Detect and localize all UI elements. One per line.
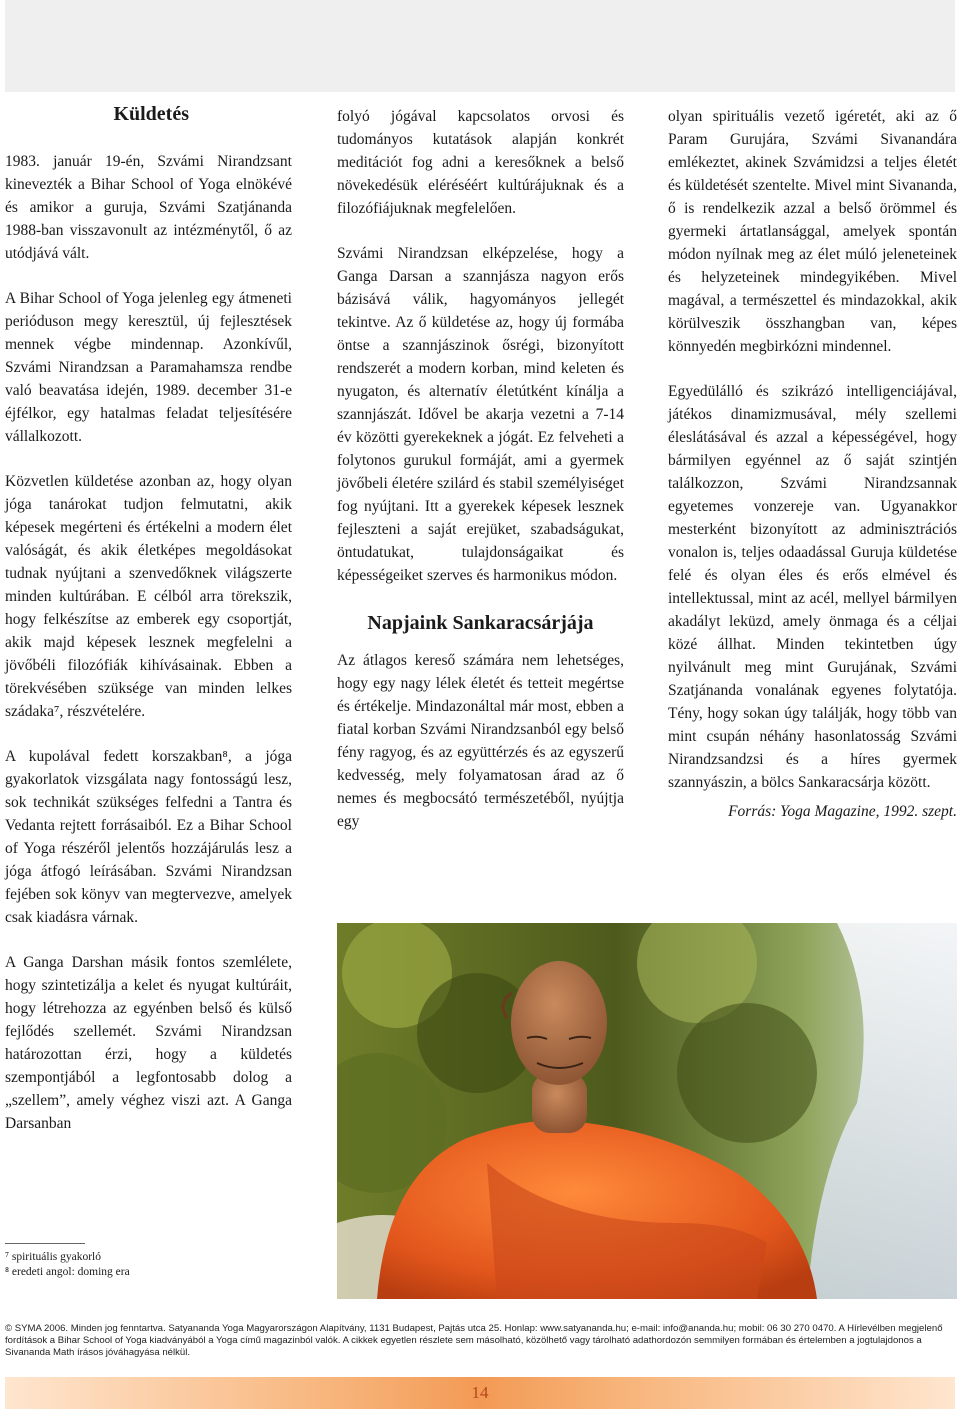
paragraph: Közvetlen küldetése azonban az, hogy olyan jóga tanárokat tudjon felmutatni, akik képesek megérteni és értékelni a modern élet valóságát, és akik életképes megoldásokat tudnak nyújtani a szenvedőknek világszerte minden kultúrában. E célból arra törekszik, hogy felkészítse az emberek egy csoportját, akik majd képesek lesznek megfelelni a jövőbéli filozófiák kihívásainak. Ebben a törekvésében szüksége van minden lelkes szádaka⁷, részvételére. — [5, 473, 292, 720]
footnotes — [5, 1243, 325, 1280]
column-right — [668, 105, 957, 845]
paragraph: 1983. január 19-én, Szvámi Nirandzsant kinevezték a Bihar School of Yoga elnökévé és amikor a guruja, Szvámi Szatjánanda 1988-ban visszavonult az intézménytől, ő az utódjává vált. — [5, 153, 292, 262]
header-band — [5, 0, 955, 92]
footer-band — [5, 1377, 955, 1409]
paragraph: A Bihar School of Yoga jelenleg egy átmeneti perióduson megy keresztül, új fejlesztések mennek végbe mindennap. Azonkívűl, Szvámi Nirandzsan a Paramahamsza rendbe való beavatása idején, 1989. december 31-e éjfélkor, egy hatalmas feladat teljesítésére vállalkozott. — [5, 290, 292, 445]
section-subtitle: Napjaink Sankaracsárjája — [367, 612, 594, 634]
portrait-photo — [337, 923, 957, 1299]
paragraph: Szvámi Nirandzsan elképzelése, hogy a Ganga Darsan a szannjásza nagyon erős bázisává válik, hagyományos jellegét tekintve. Az ő küldetése az, hogy új formába öntse a szannjászinok ősrégi, bizonyított rendszerét a modern korban, mind keleten és nyugaton, és alternatív életútként kínálja a szannjászát. Idővel be akarja vezetni a 7-14 év közötti gyerekeknek a jógát. Ez felveheti a folytonos gurukul formáját, ami a gyermek jövőbeli életére szilárd és stabil személyiséget fog nyújtani. Itt a gyerekek képesek lesznek fejleszteni a saját erejüket, szabadságukat, öntudatukat, tulajdonságaikat és képességeiket szerves és harmonikus módon. — [337, 245, 624, 584]
paragraph: folyó jógával kapcsolatos orvosi és tudományos kutatások alapján konkrét meditációt fog adni a keresőknek a belső növekedésük eléréséért kultúrájuknak és a filozófiájuknak megfelelően. — [337, 108, 624, 217]
paragraph: Egyedülálló és szikrázó intelligenciájával, játékos dinamizmusával, mély szellemi éleslátásával és azzal a képességével, hogy bármilyen egyénnel az ő saját szintjén találkozzon, Szvámi Nirandzsannak egyetemes vonzereje van. Ugyanakkor mesterként bizonyított az adminisztrációs vonalon is, teljes odaadással Guruja küldetése felé és olyan éles és erős elmével és intellektussal, mint az acél, mellyel bármilyen akadályt leküzd, amely önmaga és a céljai közé állhat. Minden tekintetben úgy nyilvánult meg mint Gurujának, Szvámi Szatjánanda vonalának egyenes folytatója. Tény, hogy sokan úgy találják, hogy több van mint csupán néhány hasonlatosság Szvámi Nirandzsandzsi és a híres gyermek szannyászin, a bölcs Sankaracsárja között. — [668, 383, 957, 791]
copyright-notice: © SYMA 2006. Minden jog fenntartva. Satyananda Yoga Magyarországon Alapítvány, 1131 Budapest, Pajtás utca 25. Honlap: www.satyananda.hu; e-mail: info@ananda.hu; mobil: 06 30 270 0470. A Hírlevélben megjelenő fordítások a Bihar School of Yoga kiadványából a Yoga című magazinból valók. A cikkek egyetlen részlete sem másolható, közölhető vagy tárolható adathordozón semmilyen formában és értelemben a jogtulajdonos a Sivananda Math írásos jóváhagyása nélkül. — [5, 1323, 943, 1358]
paragraph: A kupolával fedett korszakban⁸, a jóga gyakorlatok vizsgálata nagy fontosságú lesz, sok technikát szükséges felfedni a Tantra és Vedanta rejtett forrásaiból. Ez a Bihar School of Yoga részéről jelentős hozzájárulás lesz a jóga átfogó leírásában. Szvámi Nirandzsan fejében sok könyv van megtervezve, amelyek csak kiadásra várnak. — [5, 748, 292, 926]
meditating-monk-illustration — [337, 923, 957, 1299]
article-title: Küldetés — [113, 103, 189, 125]
paragraph: olyan spirituális vezető igéretét, aki az ő Param Gurujára, Szvámi Sivanandára emlékeztet, akinek Szvámidzsi a teljes életét és küldetését szentelte. Mivel mint Sivananda, ő is rendelkezik azzal a belső örömmel és gyermeki ártatlansággal, amelyek spontán módon nyílnak meg az élet múló jeleneteinek és helyzeteinek mindegyikében. Mivel magával, a természettel és mindazokkal, akik körülveszik összhangban van, képes könnyedén megbirkózni mindennel. — [668, 108, 957, 355]
footnote: ⁷ spirituális gyakorló — [5, 1251, 101, 1263]
source-citation: Forrás: Yoga Magazine, 1992. szept. — [728, 803, 957, 820]
page-number: 14 — [471, 1383, 489, 1402]
footnote-divider — [5, 1243, 85, 1244]
footnote: ⁸ eredeti angol: doming era — [5, 1266, 130, 1278]
paragraph: A Ganga Darshan másik fontos szemlélete, hogy szintetizálja a kelet és nyugat kultúráit, hogy létrehozza az egyénben belső és külső fejlődés szellemét. Szvámi Nirandzsan határozottan érzi, hogy a küldetés szempontjából a legfontosabb dolog a „szellem”, amely véghez viszi azt. A Ganga Darsanban — [5, 954, 292, 1132]
column-middle — [337, 105, 624, 855]
paragraph: Az átlagos kereső számára nem lehetséges, hogy egy nagy lélek életét és tetteit megértse és értékelje. Mindazonáltal már most, ebben a fiatal korban Szvámi Nirandzsanból egy belső fény ragyog, és az együttérzés és az egyszerű kedvesség, mely folyamatosan árad az ő nemes és megbocsátó természetéből, nyújtja egy — [337, 652, 624, 830]
column-left — [5, 100, 292, 1157]
